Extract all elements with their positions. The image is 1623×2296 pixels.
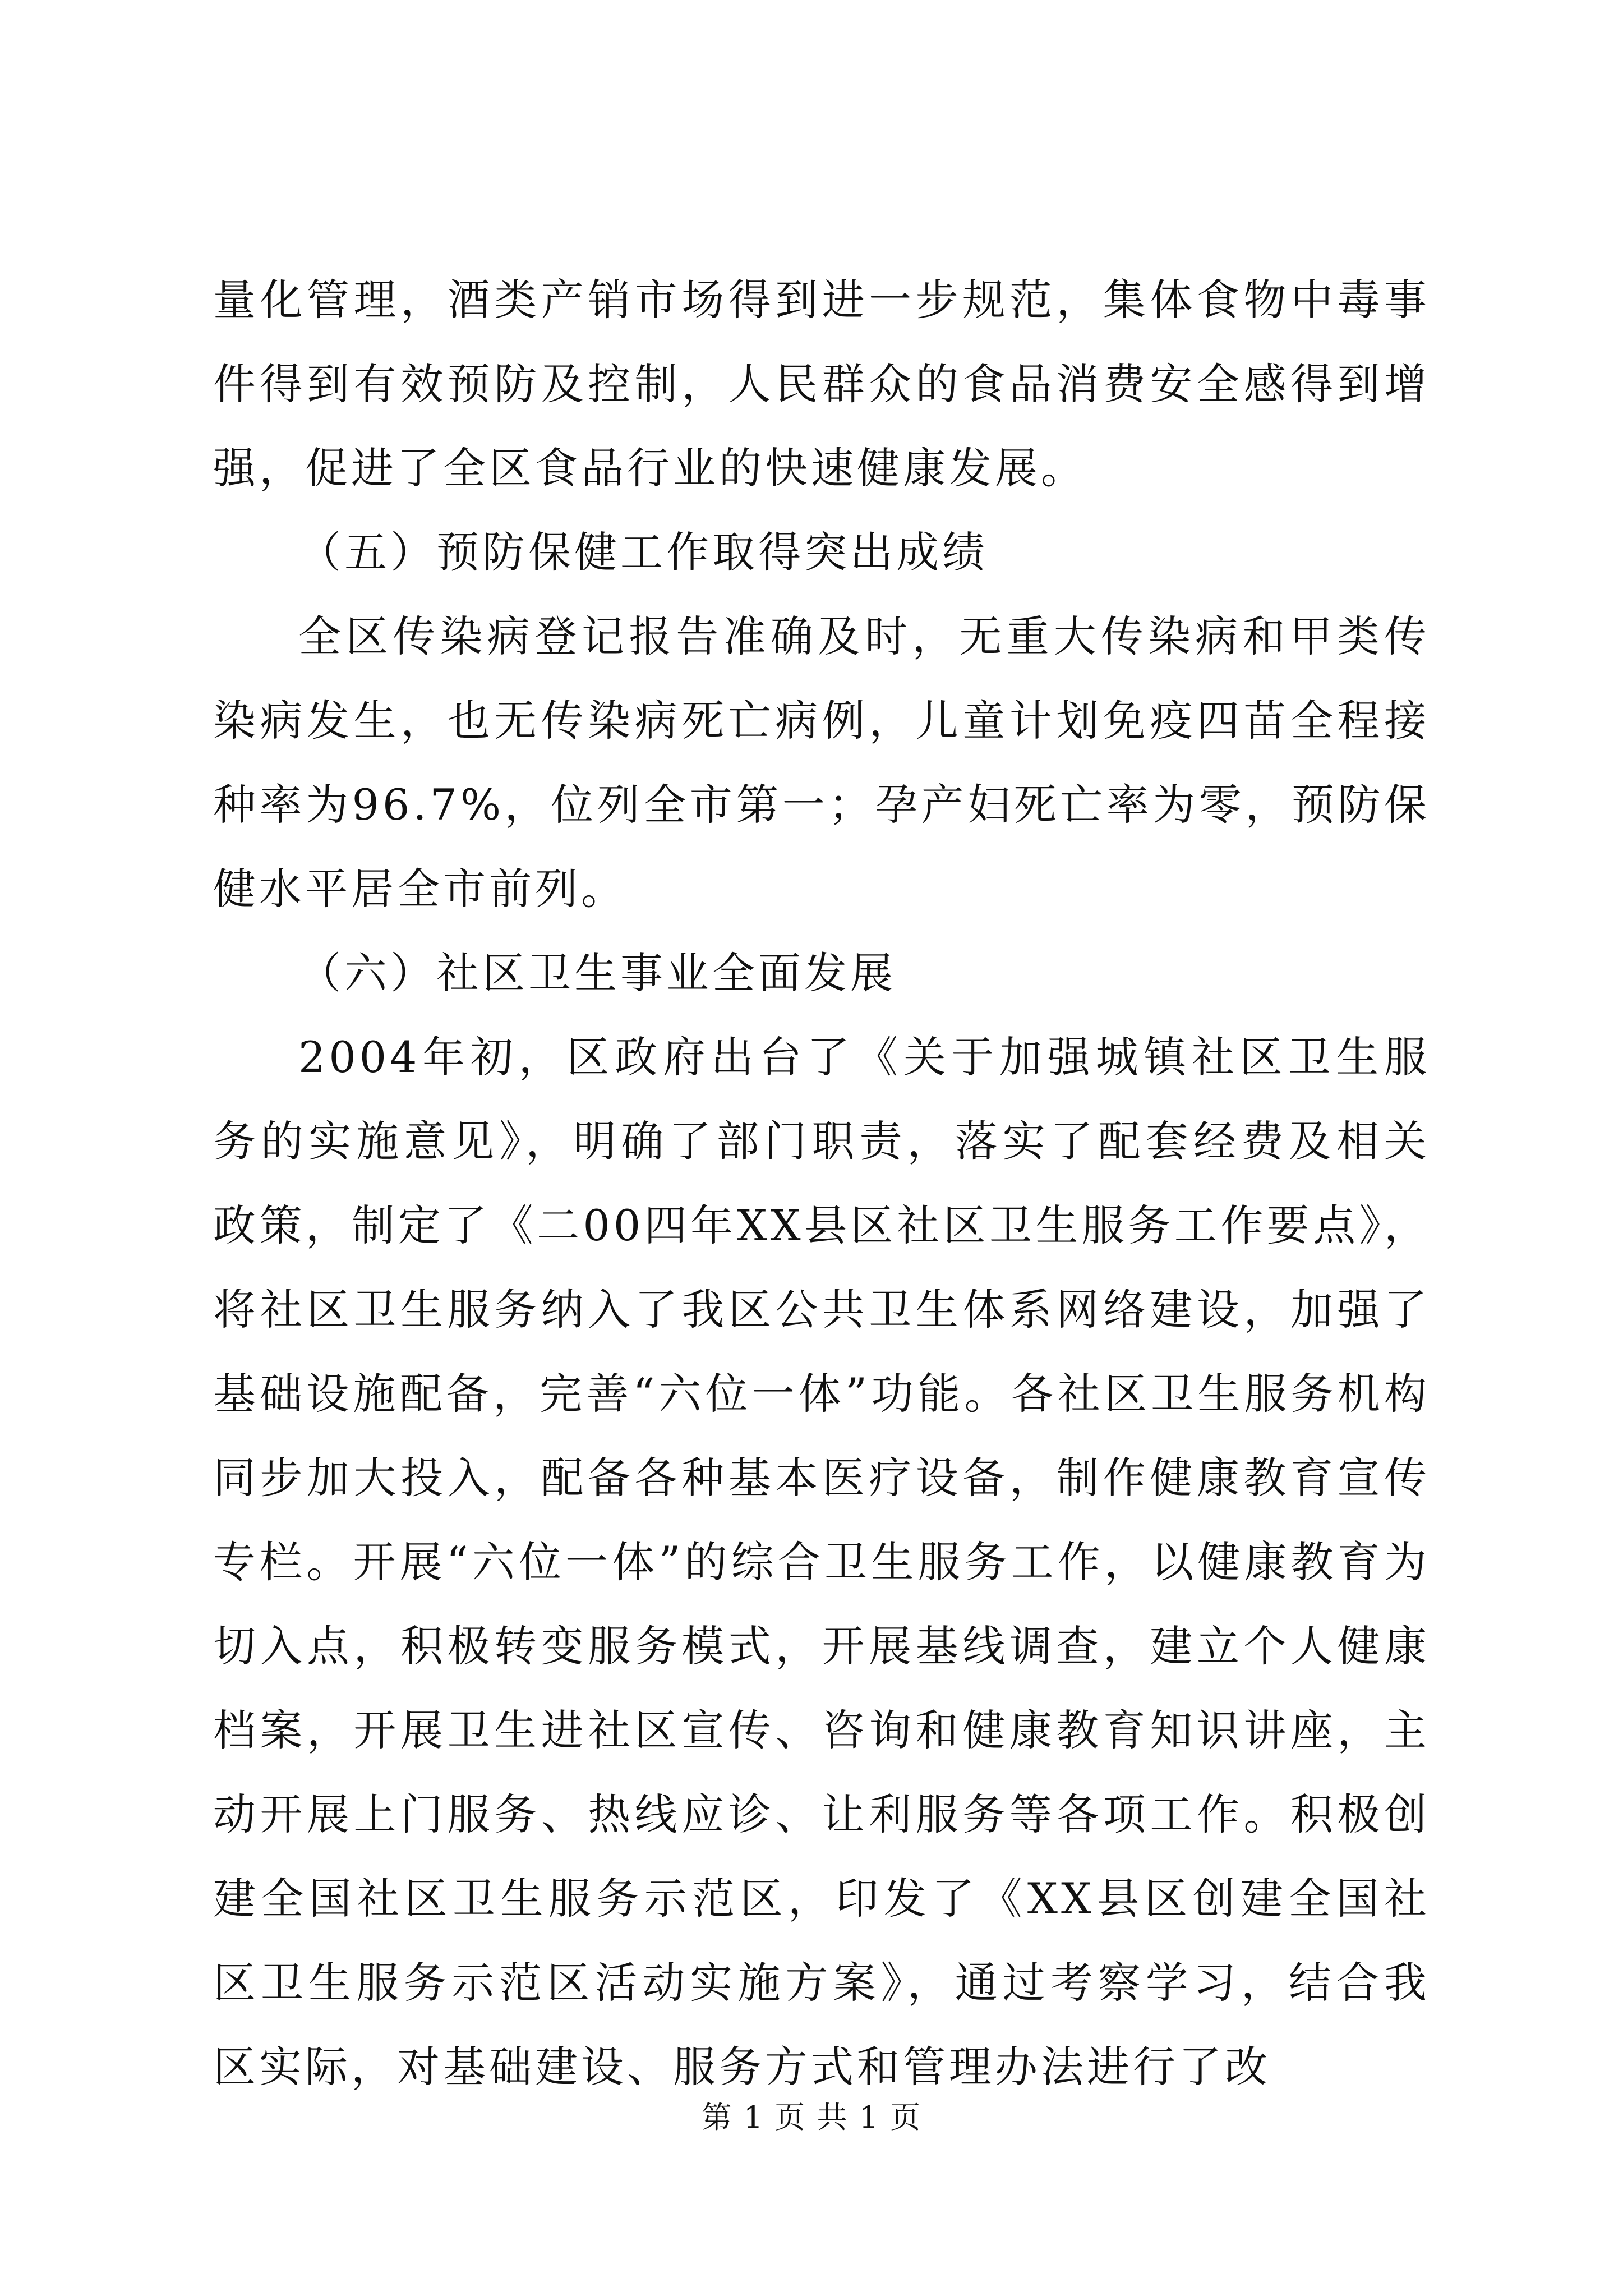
section-heading-five: （五）预防保健工作取得突出成绩 <box>298 527 988 577</box>
paragraph-continuation: 量化管理，酒类产销市场得到进一步规范，集体食物中毒事件得到有效预防及控制，人民群众的食品消费安全感得到增强，促进了全区食品行业的快速健康发展。 <box>213 275 1430 493</box>
document-body <box>213 258 1430 2109</box>
section-heading-six: （六）社区卫生事业全面发展 <box>298 948 896 998</box>
page-footer: 第 1 页 共 1 页 <box>701 2100 922 2135</box>
paragraph-community-health: 2004年初，区政府出台了《关于加强城镇社区卫生服务的实施意见》，明确了部门职责，落实了配套经费及相关政策，制定了《二00四年XX县区社区卫生服务工作要点》，将社区卫生服务纳入了我区公共卫生体系网络建设，加强了基础设施配备，完善“六位一体”功能。各社区卫生服务机构同步加大投入，配备各种基本医疗设备，制作健康教育宣传专栏。开展“六位一体”的综合卫生服务工作，以健康教育为切入点，积极转变服务模式，开展基线调查，建立个人健康档案，开展卫生进社区宣传、咨询和健康教育知识讲座，主动开展上门服务、热线应诊、让利服务等各项工作。积极创建全国社区卫生服务示范区，印发了《XX县区创建全国社区卫生服务示范区活动实施方案》，通过考察学习，结合我区实际，对基础建设、服务方式和管理办法进行了改 <box>213 1032 1430 2092</box>
paragraph-prevention: 全区传染病登记报告准确及时，无重大传染病和甲类传染病发生，也无传染病死亡病例，儿童计划免疫四苗全程接种率为96.7%，位列全市第一；孕产妇死亡率为零，预防保健水平居全市前列。 <box>213 611 1430 914</box>
